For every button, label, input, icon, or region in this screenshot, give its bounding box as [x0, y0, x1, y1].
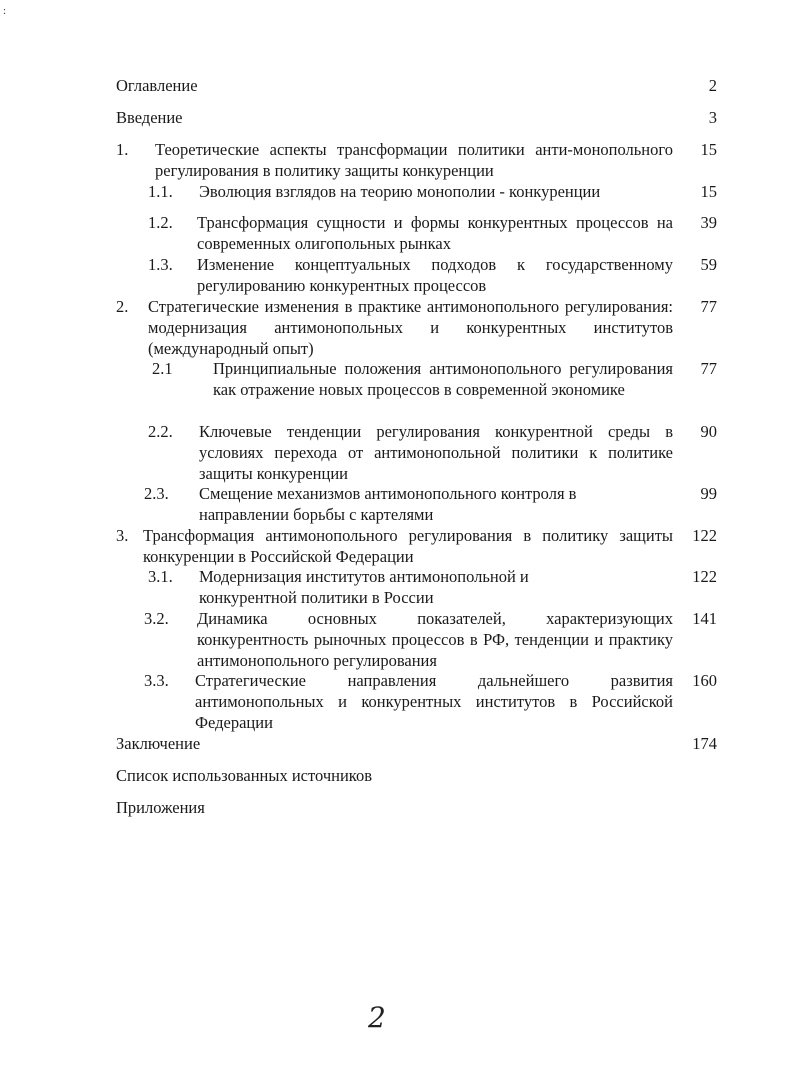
toc-chapter-title: Теоретические аспекты трансформации политики анти-монопольного регулирования в политику защиты конкуренции: [155, 140, 673, 180]
toc-section-page: 15: [700, 182, 717, 201]
toc-section-1-1[interactable]: [0, 181, 793, 202]
scan-corner-mark: :: [3, 5, 7, 17]
toc-chapter-number: 3.: [116, 526, 129, 545]
toc-section-title: Стратегические направления дальнейшего развития антимонопольных и конкурентных институтов в Российской Федерации: [195, 671, 673, 732]
toc-entry-page: 2: [708, 76, 717, 95]
toc-section-2-2[interactable]: [0, 421, 793, 484]
toc-section-1-3[interactable]: [0, 254, 793, 296]
toc-entry-appendices[interactable]: Приложения: [116, 798, 205, 817]
toc-entry-contents[interactable]: [0, 75, 793, 96]
toc-section-page: 122: [692, 567, 717, 586]
toc-chapter-page: 15: [700, 140, 717, 159]
toc-section-page: 99: [700, 484, 717, 503]
toc-section-title: Динамика основных показателей, характеризующих конкурентность рыночных процессов в РФ, тенденции и практику антимонопольного регулирования: [197, 609, 673, 670]
toc-section-page: 90: [700, 422, 717, 441]
toc-chapter-number: 2.: [116, 297, 129, 316]
toc-section-page: 39: [700, 213, 717, 232]
toc-section-2-1[interactable]: [0, 358, 793, 421]
toc-chapter-page: 77: [700, 297, 717, 316]
toc-section-title: Эволюция взглядов на теорию монополии - конкуренции: [199, 182, 601, 201]
toc-entry-page: 174: [692, 734, 717, 753]
toc-section-3-2[interactable]: [0, 608, 793, 671]
toc-section-title: Изменение концептуальных подходов к государственному регулированию конкурентных процессов: [197, 255, 673, 295]
toc-entry-label: Оглавление: [116, 76, 198, 95]
toc-chapter-3[interactable]: [0, 525, 793, 567]
toc-section-page: 77: [700, 359, 717, 378]
toc-chapter-title: Трансформация антимонопольного регулирования в политику защиты конкуренции в Российской Федерации: [143, 526, 673, 566]
toc-entry-introduction[interactable]: [0, 107, 793, 128]
toc-section-3-1[interactable]: [0, 566, 793, 608]
toc-entry-page: 3: [708, 108, 717, 127]
toc-section-number: 1.2.: [148, 213, 173, 232]
toc-section-number: 1.1.: [148, 182, 173, 201]
toc-section-page: 59: [700, 255, 717, 274]
toc-section-title: Принципиальные положения антимонопольного регулирования как отражение новых процессов в современной экономике: [213, 359, 673, 399]
toc-entry-label: Заключение: [116, 734, 201, 753]
toc-section-number: 3.1.: [148, 567, 173, 586]
toc-section-title: Ключевые тенденции регулирования конкурентной среды в условиях перехода от антимонопольной политики к политике защиты конкуренции: [199, 422, 673, 483]
toc-section-page: 141: [692, 609, 717, 628]
toc-chapter-page: 122: [692, 526, 717, 545]
toc-chapter-1[interactable]: [0, 139, 793, 181]
toc-section-number: 1.3.: [148, 255, 173, 274]
toc-entry-conclusion[interactable]: [0, 733, 793, 754]
toc-section-3-3[interactable]: [0, 670, 793, 733]
toc-section-title: Смещение механизмов антимонопольного контроля в направлении борьбы с картелями: [199, 484, 577, 524]
toc-entry-references[interactable]: Список использованных источников: [116, 766, 372, 785]
toc-section-2-3[interactable]: [0, 483, 793, 525]
toc-chapter-number: 1.: [116, 140, 129, 159]
toc-section-title: Трансформация сущности и формы конкурентных процессов на современных олигопольных рынках: [197, 213, 673, 253]
toc-chapter-title: Стратегические изменения в практике антимонопольного регулирования: модернизация антимонопольных и конкурентных институтов (международный опыт): [148, 297, 673, 358]
toc-entry-label: Введение: [116, 108, 183, 127]
toc-section-number: 3.3.: [144, 671, 169, 690]
toc-section-title: Модернизация институтов антимонопольной и конкурентной политики в России: [199, 567, 529, 607]
toc-section-number: 2.3.: [144, 484, 169, 503]
toc-section-number: 2.1: [152, 359, 173, 378]
page-number: 2: [368, 1001, 386, 1034]
toc-section-number: 2.2.: [148, 422, 173, 441]
toc-section-1-2[interactable]: [0, 212, 793, 254]
toc-section-number: 3.2.: [144, 609, 169, 628]
toc-chapter-2[interactable]: [0, 296, 793, 359]
toc-section-page: 160: [692, 671, 717, 690]
